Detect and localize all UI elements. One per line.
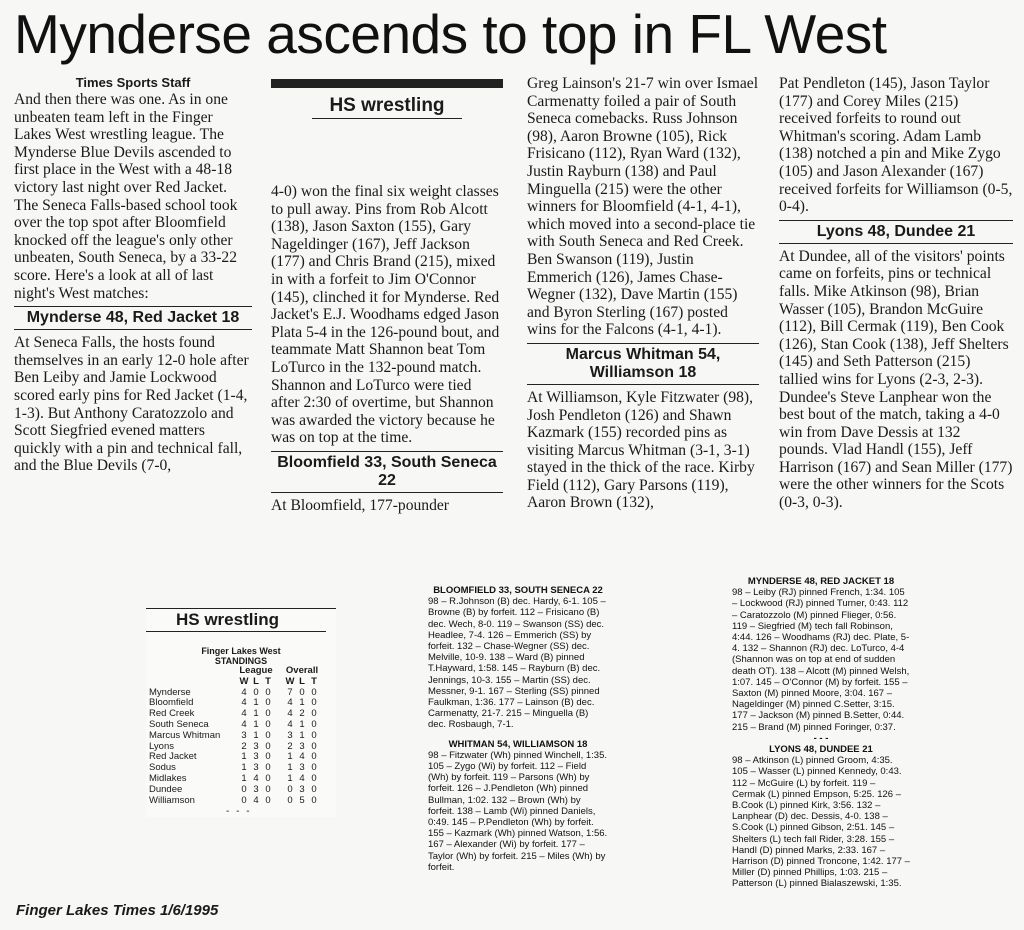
league-losses: 4: [253, 772, 259, 784]
overall-wins: 4: [287, 708, 293, 720]
league-ties: 0: [265, 762, 271, 774]
league-ties: 0: [265, 718, 271, 730]
whitman-story: At Williamson, Kyle Fitzwater (98), Josh Pendleton (126) and Shawn Kazmark (155) recorded pins as visiting Marcus Whitman (3-1, 3-1) stayed in the thick of the race. Kirby Field (112), Gary Parsons (119), Aaron Brown (132),: [527, 388, 755, 512]
standings-table: [148, 666, 320, 806]
overall-ties: 0: [311, 772, 317, 784]
col2-story: 4-0) won the final six weight classes to pull away. Pins from Rob Alcott (138), Jason Saxton (155), Gary Nageldinger (167), Jeff Jackson (177) and Chris Brand (215), mixed in with a forfeit to Jim O'Connor (145), clinched it for Mynderse. Red Jacket's E.J. Woodhams edged Jason Plata 5-4 in the 126-pound bout, and teammate Matt Shannon beat Tom LoTurco in the 132-pound match. Shannon and LoTurco were tied after 2:30 of overtime, but Shannon was awarded the victory because he was on top at the time.: [271, 183, 500, 447]
league-header: League: [239, 665, 273, 676]
league-wins: 0: [241, 783, 247, 795]
league-ties: 0: [265, 740, 271, 752]
standings-rows: [148, 688, 320, 807]
team-name: Dundee: [149, 783, 183, 795]
results-box-bloomfield: [428, 585, 608, 873]
overall-wins: 1: [287, 772, 293, 784]
col-t: T: [311, 675, 317, 687]
league-ties: 0: [265, 772, 271, 784]
overall-ties: 0: [311, 740, 317, 752]
league-ties: 0: [265, 751, 271, 763]
results-box-mynderse: [732, 576, 910, 890]
league-losses: 1: [253, 697, 259, 709]
team-name: Sodus: [149, 762, 176, 774]
overall-wins: 3: [287, 729, 293, 741]
league-losses: 3: [253, 751, 259, 763]
standings-dashes: - - -: [226, 806, 252, 818]
overall-header: Overall: [285, 665, 319, 676]
league-wins: 4: [241, 686, 247, 698]
league-wins: 1: [241, 772, 247, 784]
source-credit: Finger Lakes Times 1/6/1995: [16, 902, 219, 919]
league-ties: 0: [265, 729, 271, 741]
team-name: Mynderse: [149, 686, 191, 698]
overall-wins: 0: [287, 794, 293, 806]
standings-row: [148, 796, 320, 807]
overall-wins: 4: [287, 718, 293, 730]
league-wins: 3: [241, 729, 247, 741]
standings-col-header: [148, 677, 320, 688]
overall-losses: 2: [299, 708, 305, 720]
col-l: L: [299, 675, 305, 687]
lyons-story: At Dundee, all of the visitors' points came on forfeits, pins or technical falls. Mike Atkinson (98), Brian Wasser (105), Brandon McGuire (112), Bill Cermak (119), Ben Cook (126), Stan Cook (138), Jeff Shelters (145) and Seth Patterson (215) tallied wins for Lyons (2-3, 2-3). Dundee's Steve Lanphear won the best bout of the match, taking a 4-0 win from Dave Dessis at 132 pounds. Vlad Handl (155), Jeff Harrison (167) and Sean Miller (177) were the other winners for the Scots (0-3, 0-3).: [779, 247, 1013, 512]
team-name: Red Creek: [149, 708, 195, 720]
column-3: [527, 75, 759, 512]
byline: Times Sports Staff: [75, 75, 191, 90]
overall-losses: 3: [299, 740, 305, 752]
overall-wins: 4: [287, 697, 293, 709]
league-losses: 1: [253, 718, 259, 730]
lyons-results-head: LYONS 48, DUNDEE 21: [769, 744, 873, 756]
league-losses: 3: [253, 783, 259, 795]
subhead-lyons: Lyons 48, Dundee 21: [779, 220, 1013, 244]
col-w: W: [285, 675, 295, 687]
overall-losses: 0: [299, 686, 305, 698]
standings-row: [148, 731, 320, 742]
overall-losses: 1: [299, 729, 305, 741]
col-l: L: [253, 675, 259, 687]
league-wins: 1: [241, 762, 247, 774]
overall-losses: 4: [299, 772, 305, 784]
overall-losses: 3: [299, 783, 305, 795]
overall-ties: 0: [311, 718, 317, 730]
league-ties: 0: [265, 794, 271, 806]
overall-ties: 0: [311, 697, 317, 709]
standings-row: [148, 785, 320, 796]
team-name: Marcus Whitman: [149, 729, 221, 741]
league-ties: 0: [265, 783, 271, 795]
team-name: Williamson: [149, 794, 195, 806]
team-name: Lyons: [149, 740, 174, 752]
mynderse-results: 98 – Leiby (RJ) pinned French, 1:34. 105 – Lockwood (RJ) pinned Turner, 0:43. 112 – Caratozzolo (M) pinned Flieger, 0:56. 119 – Siegfried (M) tech fall Robinson, 4:44. 126 – Woodhams (RJ) dec. Plate, 5-4. 132 – Shannon (RJ) dec. LoTurco, 4-4 (Shannon was on top at end of sudden death OT). 138 – Alcott (M) pinned Welsh, 1:07. 145 – O'Connor (M) by forfeit. 155 – Saxton (M) pinned Moore, 3:04. 167 – Nageldinger (M) pinned C.Setter, 3:15. 177 – Jackson (M) pinned B.Setter, 0:44. 215 – Brand (M) pinned Foringer, 0:37.: [732, 587, 910, 733]
subhead-mynderse: Mynderse 48, Red Jacket 18: [14, 306, 252, 330]
league-losses: 4: [253, 794, 259, 806]
team-name: Bloomfield: [149, 697, 194, 709]
standings-league: Finger Lakes West: [201, 646, 281, 656]
mynderse-results-head: MYNDERSE 48, RED JACKET 18: [747, 576, 895, 587]
whitman-story-cont: Pat Pendleton (145), Jason Taylor (177) and Corey Miles (215) received forfeits to round out Whitman's scoring. Adam Lamb (138) notched a pin and Mike Zygo (105) and Jason Alexander (167) received forfeits for Williamson (0-5, 0-4).: [779, 75, 1013, 216]
overall-ties: 0: [311, 762, 317, 774]
overall-wins: 1: [287, 751, 293, 763]
intro-text: And then there was one. As in one unbeaten team left in the Finger Lakes West wrestling league. The Mynderse Blue Devils ascended to first place in the West with a 48-18 victory last night over Red Jacket. The Seneca Falls-based school took over the top spot after Bloomfield knocked off the league's only other unbeaten, South Seneca, by a 33-22 score. Here's a look at all of last night's West matches:: [14, 91, 238, 302]
league-wins: 4: [241, 718, 247, 730]
overall-ties: 0: [311, 794, 317, 806]
hs-bar: [271, 79, 503, 88]
overall-ties: 0: [311, 708, 317, 720]
overall-wins: 2: [287, 740, 293, 752]
league-wins: 1: [241, 751, 247, 763]
hs-wrestling-label: HS wrestling: [312, 94, 462, 119]
overall-ties: 0: [311, 783, 317, 795]
lyons-results: 98 – Atkinson (L) pinned Groom, 4:35. 105 – Wasser (L) pinned Kennedy, 0:43. 112 – McGuire (L) by forfeit. 119 – Cermak (L) pinned Empson, 5:25. 126 – B.Cook (L) pinned Kirk, 3:56. 132 – Lanphear (D) dec. Dessis, 4-0. 138 – S.Cook (L) pinned Gibson, 2:51. 145 – Shelters (L) tech fall Rider, 3:28. 155 – Handl (D) pinned Marks, 2:33. 167 – Harrison (D) pinned Troncone, 1:42. 177 – Miller (D) pinned Phillips, 1:03. 215 – Patterson (L) pinned Bialaszewski, 1:35.: [732, 755, 910, 890]
league-wins: 4: [241, 697, 247, 709]
standings-title: HS wrestling: [146, 609, 326, 632]
team-name: Red Jacket: [149, 751, 197, 763]
overall-wins: 7: [287, 686, 293, 698]
faded-spacer: [271, 131, 503, 183]
column-1: [14, 75, 252, 475]
mynderse-dashes: - - -: [813, 732, 829, 744]
league-wins: 0: [241, 794, 247, 806]
team-name: Midlakes: [149, 772, 187, 784]
overall-losses: 1: [299, 697, 305, 709]
column-2: [271, 75, 503, 515]
overall-ties: 0: [311, 729, 317, 741]
bloomfield-results-head: BLOOMFIELD 33, SOUTH SENECA 22: [433, 585, 603, 596]
subhead-bloomfield: Bloomfield 33, South Seneca 22: [271, 451, 503, 493]
column-4: [779, 75, 1013, 512]
col-w: W: [239, 675, 249, 687]
whitman-results-head: WHITMAN 54, WILLIAMSON 18: [448, 738, 588, 750]
league-losses: 0: [253, 686, 259, 698]
league-losses: 3: [253, 740, 259, 752]
subhead-whitman: Marcus Whitman 54, Williamson 18: [527, 343, 759, 385]
league-ties: 0: [265, 697, 271, 709]
overall-losses: 1: [299, 718, 305, 730]
overall-losses: 4: [299, 751, 305, 763]
overall-wins: 1: [287, 762, 293, 774]
bloomfield-story: Greg Lainson's 21-7 win over Ismael Carmenatty foiled a pair of South Seneca comebacks. Russ Johnson (98), Aaron Browne (105), Rick Frisicano (112), Ryan Ward (132), Justin Rayburn (138) and Paul Minguella (215) were the other winners for Bloomfield (4-1, 4-1), which moved into a second-place tie with South Seneca and Red Creek. Ben Swanson (119), Justin Emmerich (126), James Chase-Wegner (132), Dave Martin (155) and Byron Sterling (167) posted wins for the Falcons (4-1, 4-1).: [527, 75, 759, 339]
league-ties: 0: [265, 686, 271, 698]
overall-ties: 0: [311, 686, 317, 698]
league-losses: 1: [253, 708, 259, 720]
col-t: T: [265, 675, 271, 687]
league-losses: 3: [253, 762, 259, 774]
league-wins: 4: [241, 708, 247, 720]
whitman-results: 98 – Fitzwater (Wh) pinned Winchell, 1:35. 105 – Zygo (Wi) by forfeit. 112 – Field (Wh) by forfeit. 119 – Parsons (Wh) by forfeit. 126 – J.Pendleton (Wh) pinned Bullman, 1:02. 132 – Brown (Wh) by forfeit. 138 – Lamb (Wi) pinned Daniels, 0:49. 145 – P.Pendleton (Wh) by forfeit. 155 – Kazmark (Wh) pinned Watson, 1:56. 167 – Alexander (Wi) by forfeit. 177 – Taylor (Wh) by forfeit. 215 – Miles (Wh) by forfeit.: [428, 749, 608, 873]
overall-losses: 3: [299, 762, 305, 774]
standings-label: STANDINGS: [214, 656, 268, 666]
headline: Mynderse ascends to top in FL West: [14, 3, 887, 65]
standings-box: [146, 608, 336, 817]
overall-wins: 0: [287, 783, 293, 795]
league-losses: 1: [253, 729, 259, 741]
bloomfield-lead: At Bloomfield, 177-pounder: [271, 496, 450, 514]
bloomfield-results: 98 – R.Johnson (B) dec. Hardy, 6-1. 105 – Browne (B) by forfeit. 112 – Frisicano (B) dec. Wech, 8-0. 119 – Swanson (SS) dec. Headlee, 7-4. 126 – Emmerich (SS) by forfeit. 132 – Chase-Wegner (SS) dec. Melville, 10-9. 138 – Ward (B) pinned T.Hayward, 1:58. 145 – Rayburn (B) dec. Jennings, 10-3. 155 – Martin (SS) dec. Messner, 9-1. 167 – Sterling (SS) pinned Faulkman, 1:36. 177 – Lainson (B) dec. Carmenatty, 21-7. 215 – Minguella (B) dec. Rosbaugh, 7-1.: [428, 596, 606, 731]
mynderse-story: At Seneca Falls, the hosts found themselves in an early 12-0 hole after Ben Leiby and Jamie Lockwood scored early pins for Red Jacket (1-4, 1-3). But Anthony Caratozzolo and Scott Siegfried evened matters quickly with a pin and technical fall, and the Blue Devils (7-0,: [14, 334, 249, 475]
overall-losses: 5: [299, 794, 305, 806]
standings-group-header: [148, 666, 320, 677]
league-ties: 0: [265, 708, 271, 720]
overall-ties: 0: [311, 751, 317, 763]
team-name: South Seneca: [149, 718, 209, 730]
league-wins: 2: [241, 740, 247, 752]
